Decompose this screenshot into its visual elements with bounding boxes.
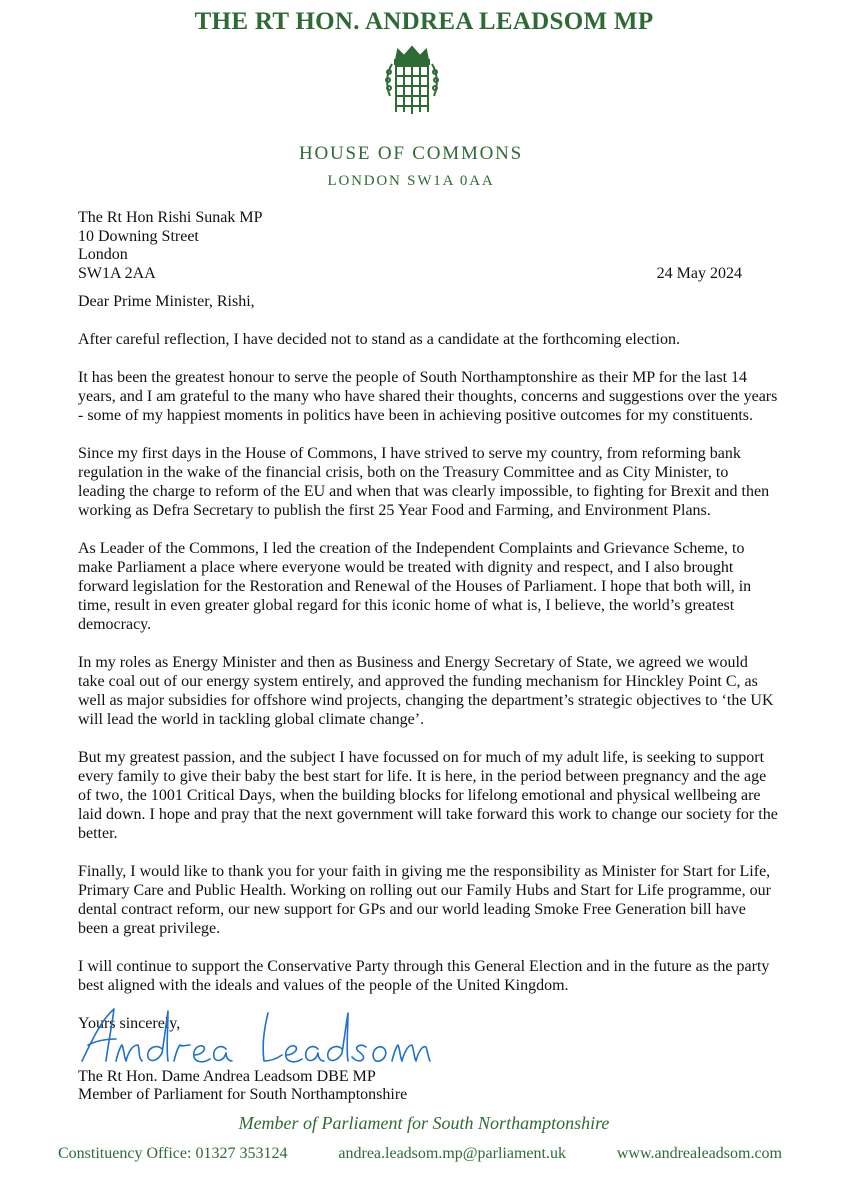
paragraph: Finally, I would like to thank you for your faith in giving me the responsibility as Minister for Start for Life, Primary Care and Public Health. Working on rolling out our Family Hubs and Start for Life programme, our dental contract reform, our new support for GPs and our world leading Smoke Free Generation bill have been a great privilege.	[78, 863, 771, 937]
letterhead-name: THE RT HON. ANDREA LEADSOM MP	[194, 8, 654, 35]
handwritten-signature	[76, 1005, 436, 1067]
paragraph: But my greatest passion, and the subject I have focussed on for much of my adult life, is seeking to support every family to give their baby the best start for life. It is here, in the period between pregnancy and the age of two, the 1001 Critical Days, when the building blocks for lifelong emotional and physical wellbeing are laid down. I hope and pray that the next government will take forward this work to change our society for the better.	[78, 749, 778, 842]
signatory-title: Member of Parliament for South Northamptonshire	[78, 1086, 408, 1103]
salutation: Dear Prime Minister, Rishi,	[78, 293, 255, 310]
recipient-address	[78, 209, 262, 283]
letter-body	[78, 292, 778, 1052]
paragraph: After careful reflection, I have decided not to stand as a candidate at the forthcoming election.	[78, 331, 680, 348]
paragraph: Since my first days in the House of Commons, I have strived to serve my country, from reforming bank regulation in the wake of the financial crisis, both on the Treasury Committee and as City Minister, to leading the charge to reform of the EU and when that was clearly impossible, to fighting for Brexit and then working as Defra Secretary to publish the first 25 Year Food and Farming, and Environment Plans.	[78, 445, 770, 519]
signatory-block	[78, 1068, 407, 1104]
website-link[interactable]: www.andrealeadsom.com	[616, 1145, 782, 1162]
footer-contacts	[58, 1145, 782, 1163]
letter-date: 24 May 2024	[656, 265, 742, 282]
paragraph: As Leader of the Commons, I led the creation of the Independent Complaints and Grievance Scheme, to make Parliament a place where everyone would be treated with dignity and respect, and I also brought forward legislation for the Restoration and Renewal of the Houses of Parliament. I hope that both will, in time, result in even greater global regard for this iconic home of what is, I believe, the world’s greatest democracy.	[78, 540, 752, 633]
recipient-line: The Rt Hon Rishi Sunak MP	[78, 209, 263, 226]
email-address[interactable]: andrea.leadsom.mp@parliament.uk	[338, 1145, 566, 1162]
house-address: LONDON SW1A 0AA	[327, 173, 495, 189]
paragraph: In my roles as Energy Minister and then as Business and Energy Secretary of State, we agreed we would take coal out of our energy system entirely, and approved the funding mechanism for Hinckley Point C, as well as major subsidies for offshore wind projects, changing the department’s strategic objectives to ‘the UK will lead the world in tackling global climate change’.	[78, 654, 774, 728]
portcullis-icon	[384, 44, 440, 118]
house-name: HOUSE OF COMMONS	[298, 143, 524, 164]
signatory-name: The Rt Hon. Dame Andrea Leadsom DBE MP	[78, 1068, 376, 1085]
paragraph: I will continue to support the Conservative Party through this General Election and in the future as the party best aligned with the ideals and values of the people of the United Kingdom.	[78, 958, 770, 994]
paragraph: It has been the greatest honour to serve the people of South Northamptonshire as their MP for the last 14 years, and I am grateful to the many who have shared their thoughts, concerns and suggestions over the years - some of my happiest moments in politics have been in achieving positive outcomes for my constituents.	[78, 369, 778, 424]
closing: Yours sincerely,	[78, 1015, 181, 1032]
recipient-line: SW1A 2AA	[78, 264, 156, 282]
recipient-line: London	[78, 246, 128, 264]
footer-tagline: Member of Parliament for South Northamptonshire	[238, 1113, 610, 1133]
recipient-line: 10 Downing Street	[78, 227, 199, 245]
constituency-office-phone: Constituency Office: 01327 353124	[58, 1145, 288, 1162]
